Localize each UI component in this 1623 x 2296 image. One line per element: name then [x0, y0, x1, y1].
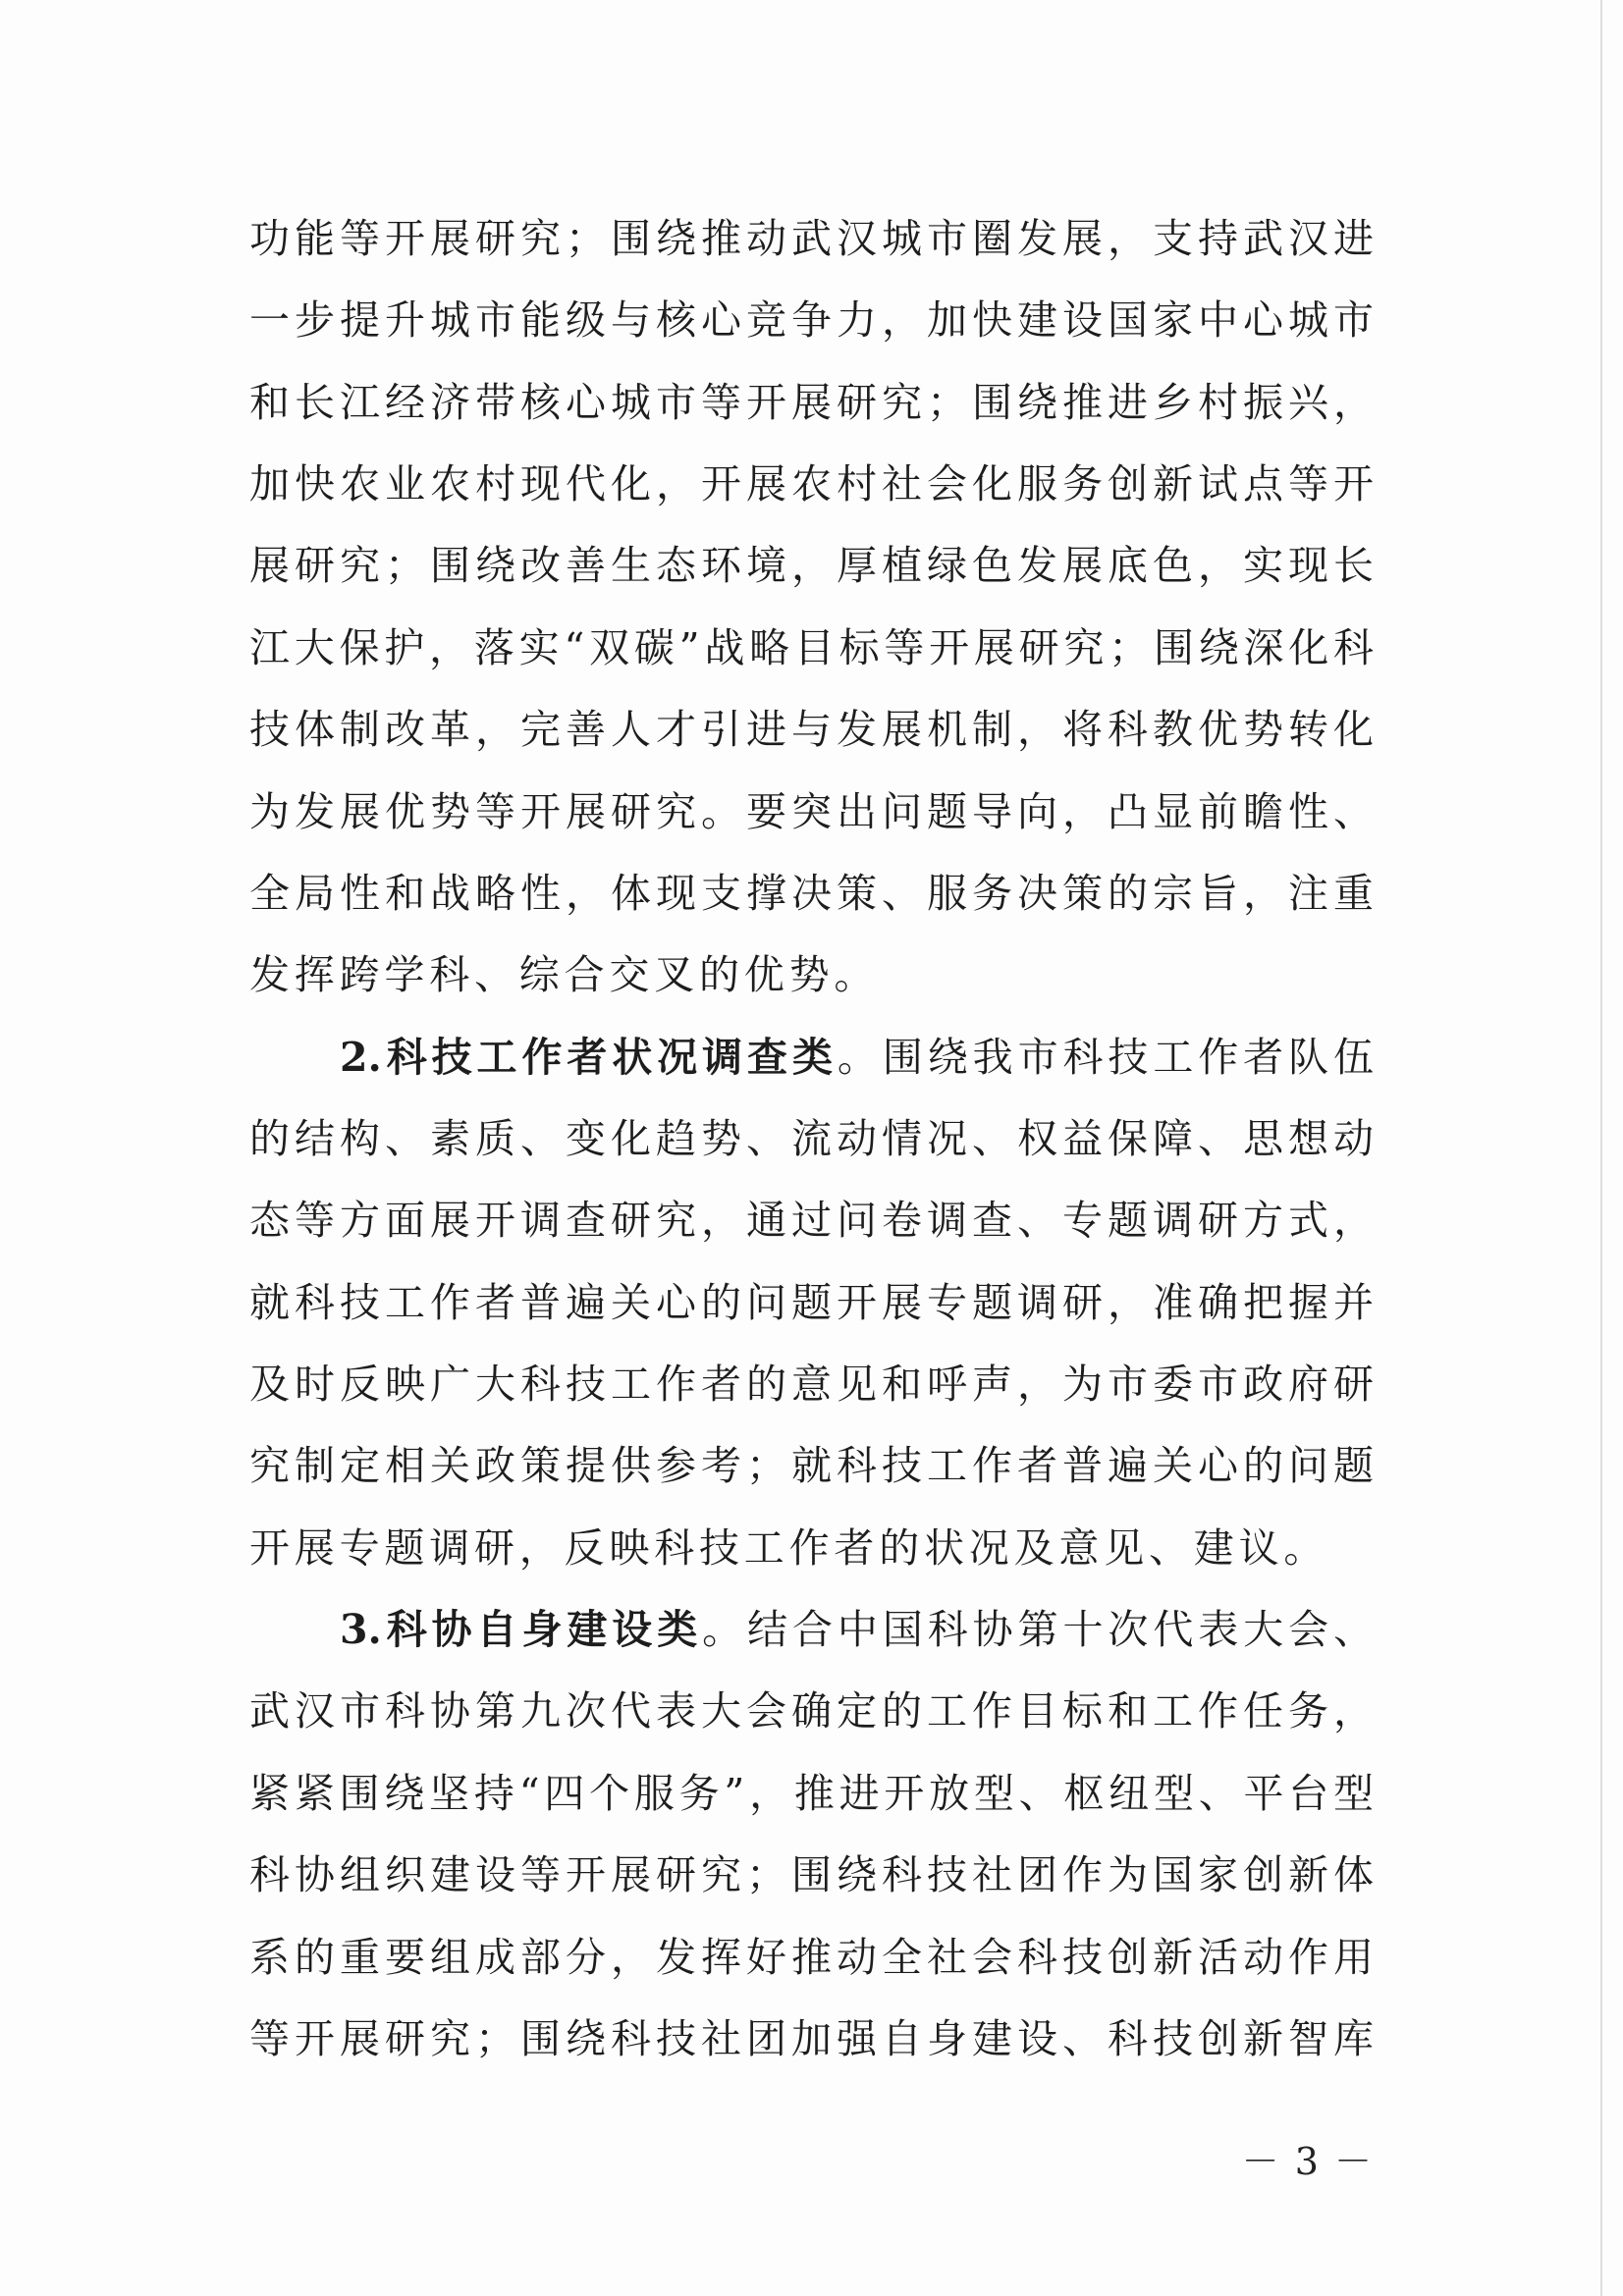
text-line: 一步提升城市能级与核心竞争力，加快建设国家中心城市 [249, 296, 1374, 345]
text-line: 的结构、素质、变化趋势、流动情况、权益保障、思想动 [249, 1114, 1374, 1162]
text-line: 为发展优势等开展研究。要突出问题导向，凸显前瞻性、 [249, 787, 1374, 835]
text-line-paragraph-end: 发挥跨学科、综合交叉的优势。 [249, 951, 880, 999]
text-line: 江大保护，落实“双碳”战略目标等开展研究；围绕深化科 [249, 623, 1374, 671]
document-body [249, 198, 1374, 2080]
text-line-paragraph-end: 开展专题调研，反映科技工作者的状况及意见、建议。 [249, 1523, 1329, 1572]
section-text: 。结合中国科协第十次代表大会、 [702, 1606, 1374, 1654]
text-line: 等开展研究；围绕科技社团加强自身建设、科技创新智库 [249, 2014, 1374, 2062]
section-3-first-line [249, 1589, 1374, 1671]
text-line: 展研究；围绕改善生态环境，厚植绿色发展底色，实现长 [249, 542, 1374, 590]
text-line: 就科技工作者普遍关心的问题开展专题调研，准确把握并 [249, 1278, 1374, 1326]
text-line: 系的重要组成部分，发挥好推动全社会科技创新活动作用 [249, 1933, 1374, 1981]
text-line: 及时反映广大科技工作者的意见和呼声，为市委市政府研 [249, 1361, 1374, 1409]
section-text: 。围绕我市科技工作者队伍 [837, 1033, 1374, 1081]
scan-edge-line [1600, 0, 1602, 2296]
section-heading: 2.科技工作者状况调查类 [340, 1033, 838, 1081]
text-line: 和长江经济带核心城市等开展研究；围绕推进乡村振兴， [249, 378, 1374, 426]
text-line: 加快农业农村现代化，开展农村社会化服务创新试点等开 [249, 460, 1374, 508]
text-line: 科协组织建设等开展研究；围绕科技社团作为国家创新体 [249, 1851, 1374, 1899]
text-line: 武汉市科协第九次代表大会确定的工作目标和工作任务， [249, 1687, 1374, 1735]
text-line: 究制定相关政策提供参考；就科技工作者普遍关心的问题 [249, 1442, 1374, 1490]
text-line: 技体制改革，完善人才引进与发展机制，将科教优势转化 [249, 706, 1374, 754]
section-heading: 3.科协自身建设类 [340, 1606, 703, 1654]
text-line: 功能等开展研究；围绕推动武汉城市圈发展，支持武汉进 [249, 215, 1374, 262]
text-line: 紧紧围绕坚持“四个服务”，推进开放型、枢纽型、平台型 [249, 1769, 1374, 1817]
page-number: － 3 － [1241, 2140, 1374, 2183]
text-line: 全局性和战略性，体现支撑决策、服务决策的宗旨，注重 [249, 869, 1374, 917]
text-line: 态等方面展开调查研究，通过问卷调查、专题调研方式， [249, 1197, 1374, 1245]
section-2-first-line [249, 1017, 1374, 1098]
